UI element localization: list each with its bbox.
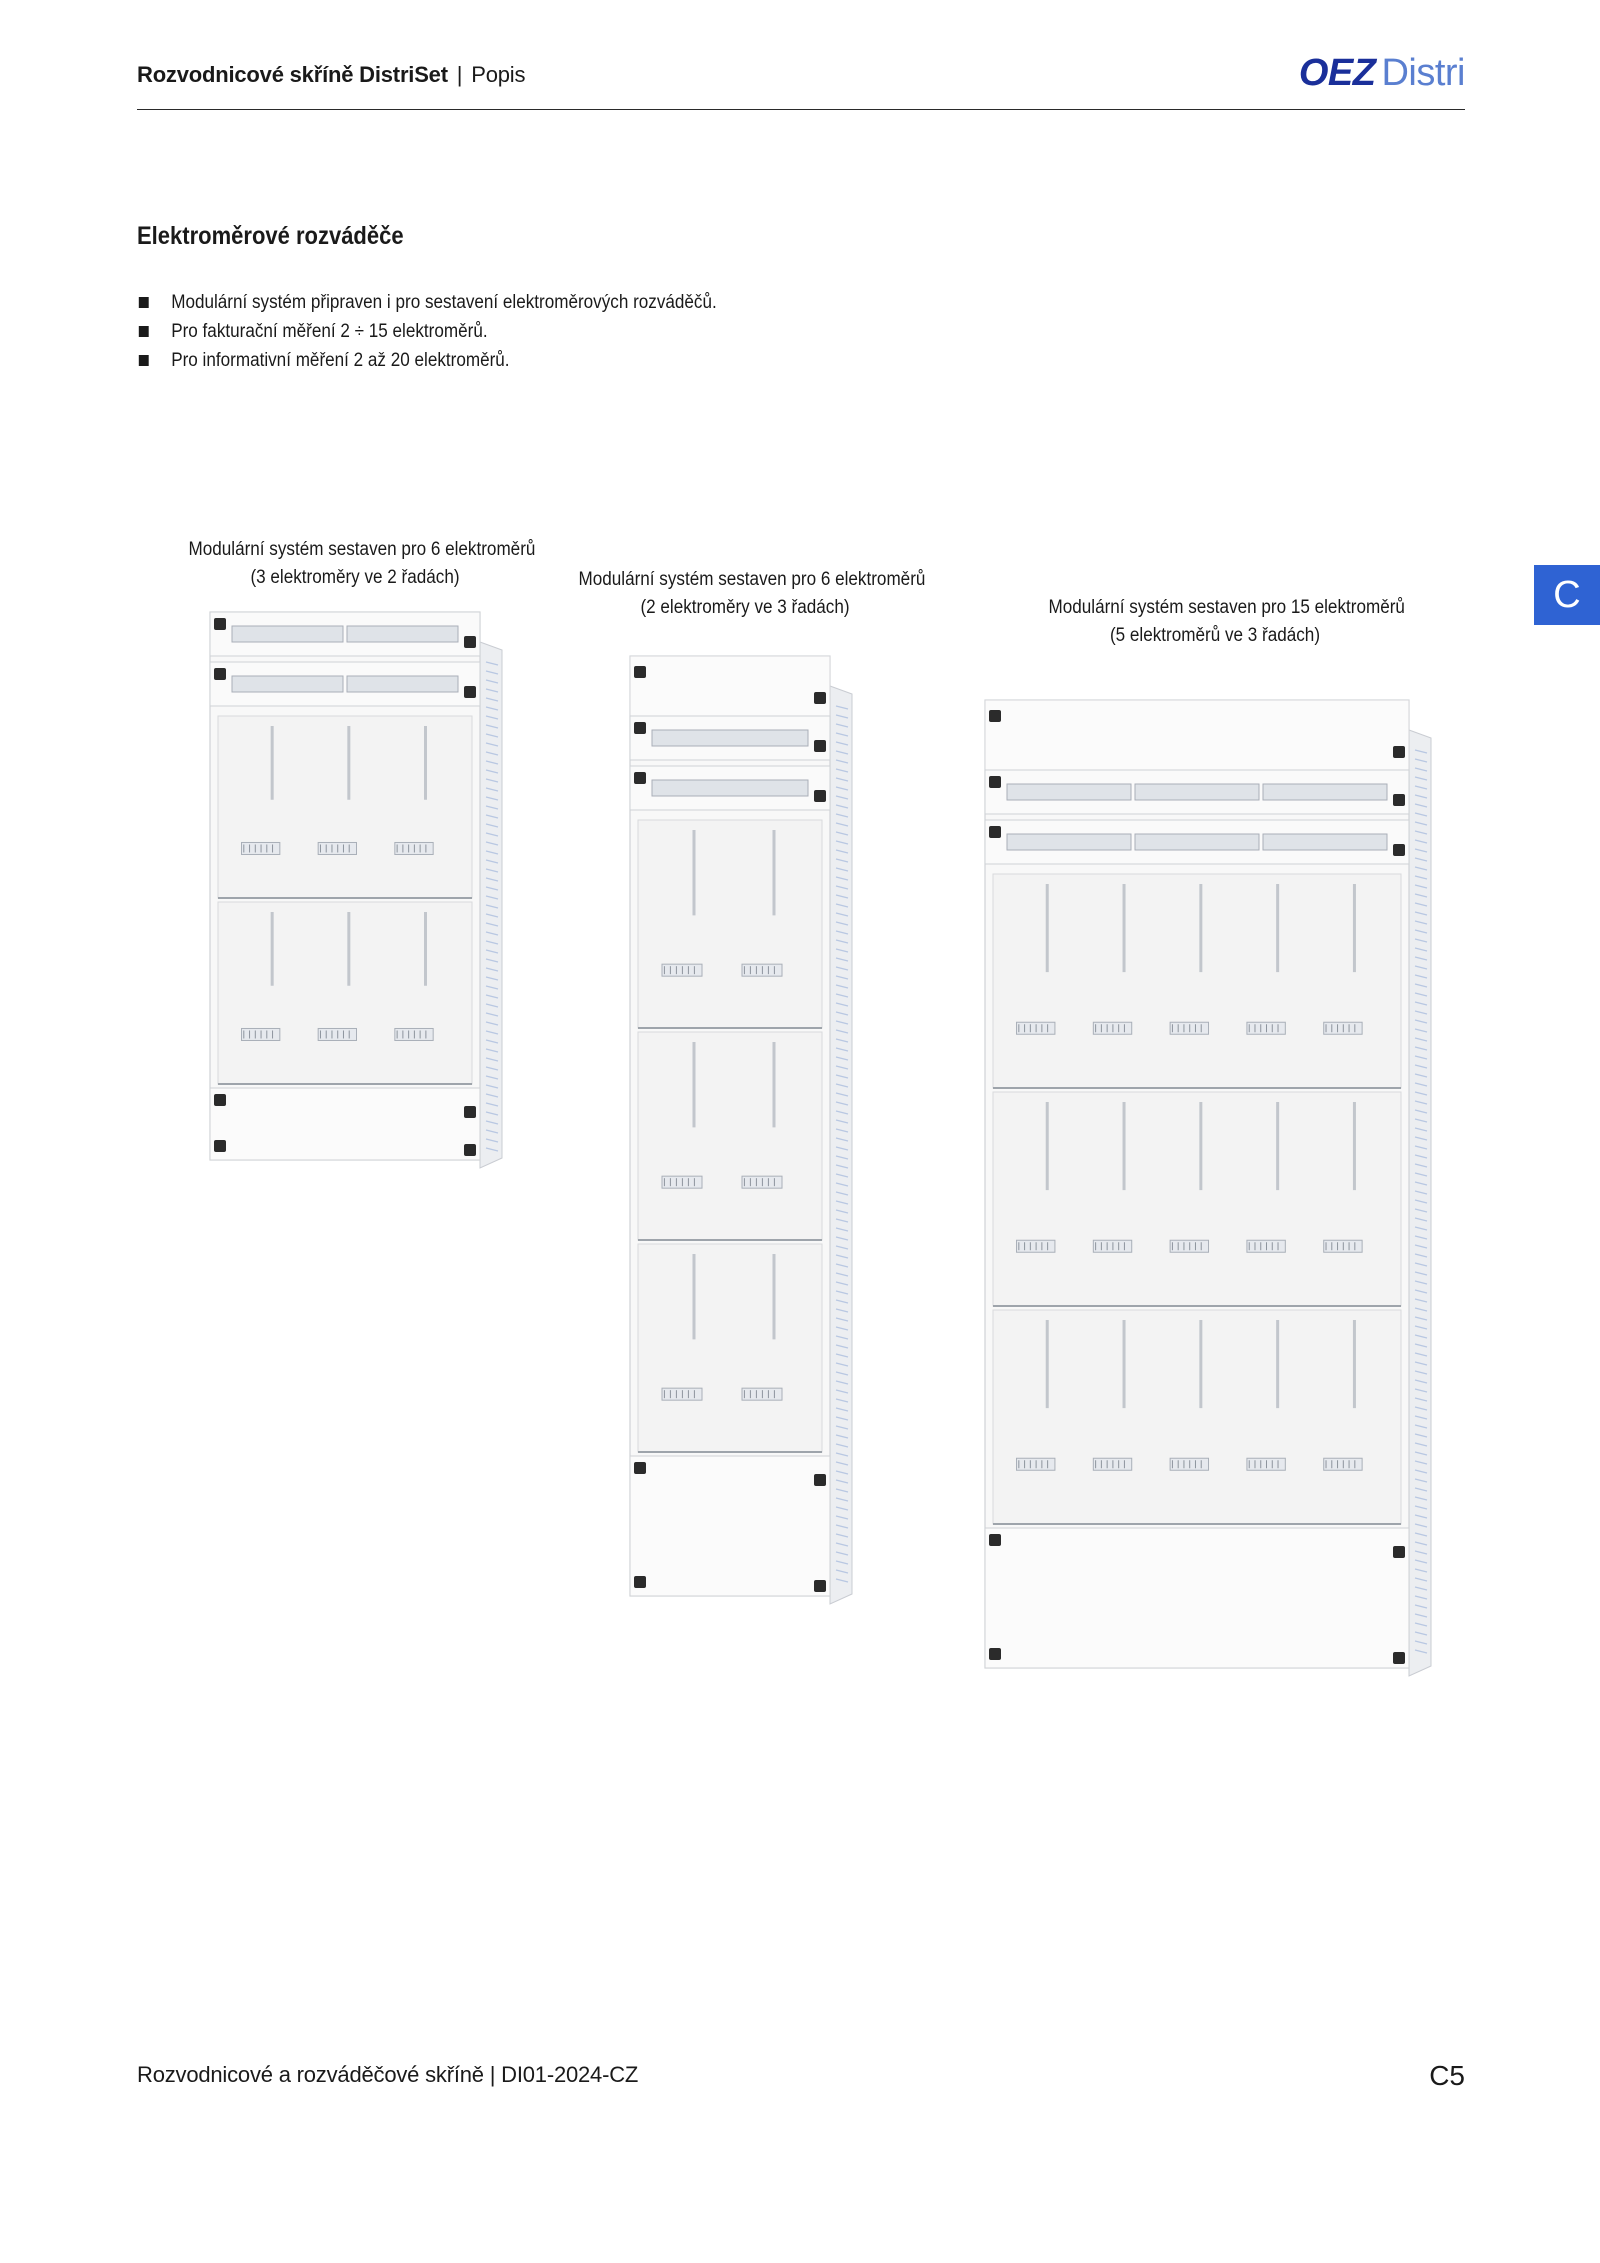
cabinet-drawing bbox=[630, 656, 852, 1604]
logo-distri: Distri bbox=[1381, 52, 1465, 94]
cabinet-image-3 bbox=[985, 700, 1439, 1688]
cabinet-image-1 bbox=[210, 612, 510, 1180]
figure-caption-2: Modulární systém sestaven pro 6 elektroměrů (2 elektroměry ve 3 řadách) bbox=[578, 569, 926, 618]
feature-list bbox=[137, 288, 781, 375]
bullet-square-icon bbox=[139, 326, 149, 337]
page-header bbox=[137, 52, 1465, 110]
list-item: Modulární systém připraven i pro sestavení elektroměrových rozváděčů. bbox=[137, 288, 717, 317]
cabinet-drawing bbox=[985, 700, 1431, 1676]
header-title-light: Popis bbox=[471, 62, 526, 87]
oez-distri-logo bbox=[1299, 52, 1465, 95]
header-title-strong: Rozvodnicové skříně DistriSet bbox=[137, 62, 448, 87]
list-item: Pro fakturační měření 2 ÷ 15 elektroměrů. bbox=[137, 317, 717, 346]
header-title bbox=[137, 62, 525, 88]
cabinet-drawing bbox=[210, 612, 502, 1168]
section-title: Elektroměrové rozváděče bbox=[137, 222, 404, 250]
figure-caption-1: Modulární systém sestaven pro 6 elektroměrů (3 elektroměry ve 2 řadách) bbox=[188, 539, 536, 588]
chapter-tab: C bbox=[1534, 565, 1600, 625]
figure-caption-3: Modulární systém sestaven pro 15 elektroměrů (5 elektroměrů ve 3 řadách) bbox=[1048, 597, 1405, 646]
header-separator: | bbox=[456, 62, 463, 87]
logo-oez: OEZ bbox=[1298, 52, 1376, 94]
list-item: Pro informativní měření 2 až 20 elektroměrů. bbox=[137, 346, 717, 375]
bullet-square-icon bbox=[139, 355, 149, 366]
cabinet-image-2 bbox=[630, 656, 860, 1616]
page-number: C5 bbox=[1429, 2060, 1465, 2091]
footer-text: Rozvodnicové a rozváděčové skříně | DI01-2024-CZ bbox=[137, 2062, 639, 2087]
bullet-square-icon bbox=[139, 297, 149, 308]
